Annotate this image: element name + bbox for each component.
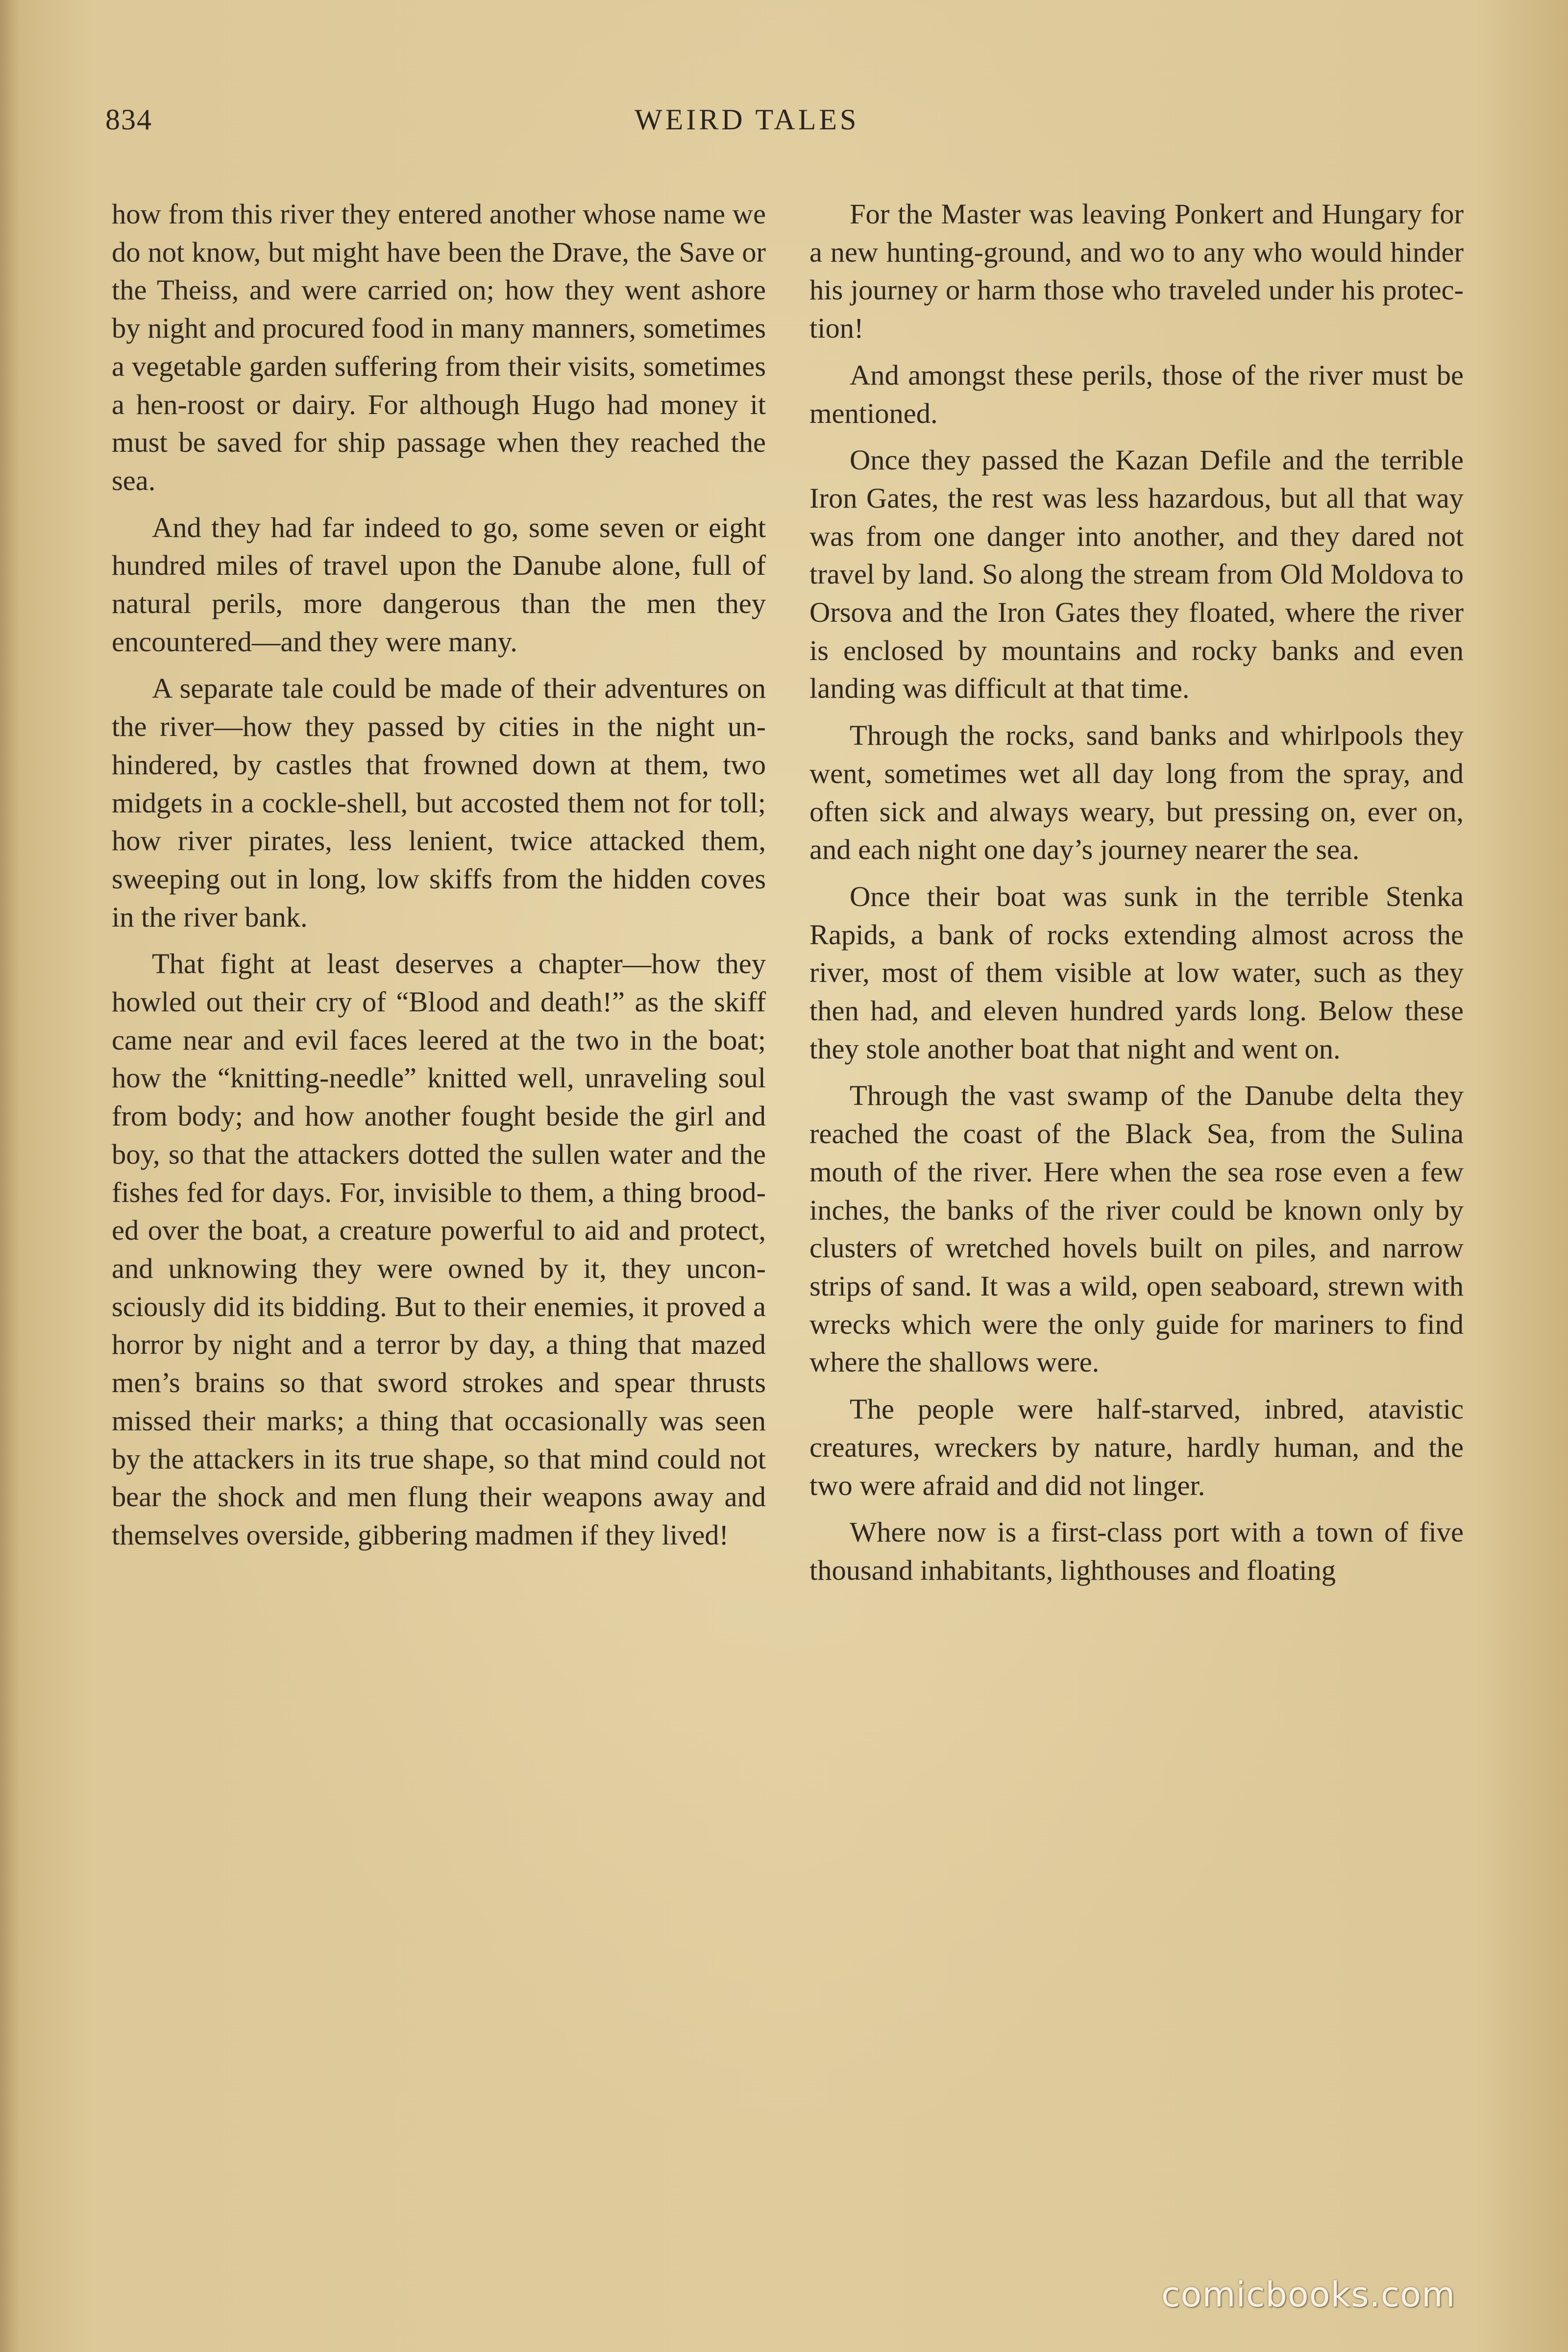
paragraph: how from this river they entered another whose name we do not know, but might have been the Drave, the Save or the Theiss, and were carried on; how they went ashore by night and procured food in many manners, sometimes a vegetable garden suffering from their visits, sometimes a hen-roost or dairy. For although Hugo had money it must be saved for ship passage when they reached the sea. bbox=[112, 198, 766, 496]
paragraph: Through the vast swamp of the Danube delta they reached the coast of the Black Sea, from the Sulina mouth of the river. Here when the sea rose even a few inches, the banks of the river could be known only by clusters of wretched hovels built on piles, and narrow strips of sand. It was a wild, open seaboard, strewn with wrecks which were the only guide for mariners to find where the shallows were. bbox=[809, 1079, 1464, 1378]
paragraph: For the Master was leaving Ponkert and Hungary for a new hunting-ground, and wo to any who would hinder his journey or harm those who traveled under his protection! bbox=[809, 198, 1464, 344]
page-number: 834 bbox=[105, 103, 152, 136]
running-title: WEIRD TALES bbox=[635, 103, 859, 136]
paragraph: And they had far indeed to go, some seven or eight hundred miles of travel upon the Danube alone, full of natural perils, more dangerous than the men they encountered—and they were many. bbox=[112, 511, 766, 658]
paragraph: And amongst these perils, those of the river must be mentioned. bbox=[809, 359, 1464, 429]
page-header bbox=[105, 103, 1477, 147]
paragraph: A separate tale could be made of their adventures on the river—how they passed by cities in the night unhindered, by castles that frowned down at them, two midgets in a cockle-shell, but accosted them not for toll; how river pirates, less lenient, twice attacked them, sweeping out in long, low skiffs from the hidden coves in the river bank. bbox=[112, 672, 766, 933]
paragraph: Where now is a first-class port with a town of five thousand inhabitants, lighthouses and floating bbox=[809, 1516, 1464, 1586]
left-column bbox=[112, 195, 766, 1554]
right-column bbox=[809, 195, 1464, 1590]
spine-shadow bbox=[0, 0, 20, 2352]
paragraph: Through the rocks, sand banks and whirlpools they went, sometimes wet all day long from the spray, and often sick and always weary, but pressing on, ever on, and each night one day’s journey nearer the sea. bbox=[809, 719, 1464, 866]
paragraph: That fight at least deserves a chapter—how they howled out their cry of “Blood and death!” as the skiff came near and evil faces leered at the two in the boat; how the “knitting-needle” knitted well, unraveling soul from body; and how another fought beside the girl and boy, so that the attackers dotted the sullen water and the fishes fed for days. For, invisible to them, a thing brooded over the boat, a creature powerful to aid and protect, and unknowing they were owned by it, they unconsciously did its bidding. But to their enemies, it proved a horror by night and a terror by day, a thing that mazed men’s brains so that sword strokes and spear thrusts missed their marks; a thing that occasionally was seen by the attackers in its true shape, so that mind could not bear the shock and men flung their weapons away and themselves overside, gibbering madmen if they lived! bbox=[112, 948, 766, 1551]
paragraph: Once their boat was sunk in the terrible Stenka Rapids, a bank of rocks extending almost across the river, most of them visible at low water, such as they then had, and eleven hundred yards long. Below these they stole another boat that night and went on. bbox=[809, 880, 1464, 1065]
paragraph: The people were half-starved, inbred, atavistic creatures, wreckers by nature, hardly human, and the two were afraid and did not linger. bbox=[809, 1393, 1464, 1501]
paragraph: Once they passed the Kazan Defile and the terrible Iron Gates, the rest was less hazardous, but all that way was from one danger into another, and they dared not travel by land. So along the stream from Old Moldova to Orsova and the Iron Gates they floated, where the river is enclosed by mountains and rocky banks and even landing was difficult at that time. bbox=[809, 444, 1464, 705]
watermark: comicbooks.com bbox=[1161, 2275, 1456, 2315]
